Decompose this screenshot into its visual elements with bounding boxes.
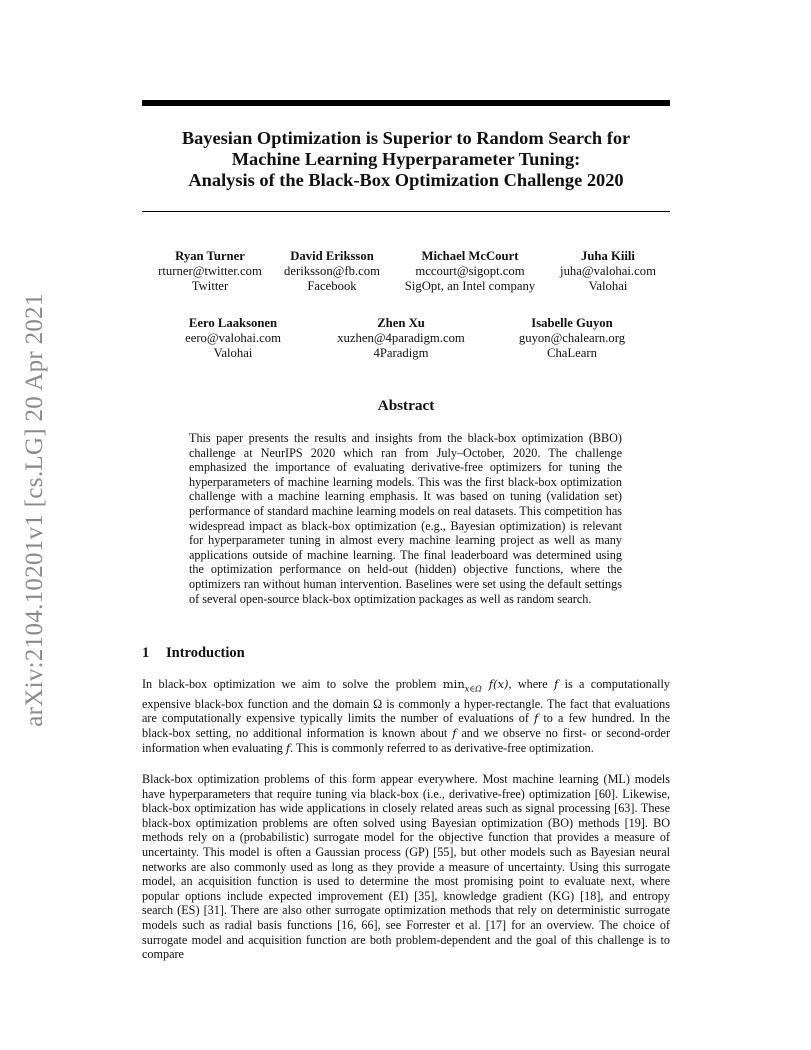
text-run: . This is commonly referred to as derivative-free optimization.: [290, 740, 594, 755]
author-block: [548, 249, 668, 294]
author-affiliation: Valohai: [588, 279, 628, 293]
text-run: In black-box optimization we aim to solve the problem: [142, 677, 443, 691]
author-block: [326, 316, 476, 361]
arxiv-id-text: arXiv:2104.10201v1 [cs.LG] 20 Apr 2021: [21, 293, 49, 727]
intro-paragraph-2: Black-box optimization problems of this form appear everywhere. Most machine learning (ML) models have hyperparameters that require tuning via black-box (i.e., derivative-free) optimization [60]. Likewise, black-box optimization has wide applications in closely related areas such as signal processing [63]. These black-box optimization problems are often solved using Bayesian optimization (BO) methods [19]. BO methods rely on a (probabilistic) surrogate model for the objective function that provides a measure of uncertainty. This model is often a Gaussian process (GP) [55], but other models such as Bayesian neural networks are also commonly used as long as they provide a measure of uncertainty. Using this surrogate model, an acquisition function is used to determine the most promising point to evaluate next, where popular options include expected improvement (EI) [35], knowledge gradient (KG) [18], and entropy search (ES) [31]. There are also other surrogate optimization methods that rely on deterministic surrogate models such as radial basis functions [16, 66], see Forrester et al. [17] for an overview. The choice of surrogate model and acquisition function are both problem-dependent and the goal of this challenge is to compare: [142, 772, 670, 962]
author-email: juha@valohai.com: [560, 264, 656, 278]
text-run: to a few hundred. In the black-box setting, no additional information is known about: [142, 711, 671, 741]
author-affiliation: SigOpt, an Intel company: [404, 279, 536, 293]
math-expression: [442, 677, 509, 694]
math-function: f(x): [481, 677, 509, 691]
arxiv-identifier: [12, 280, 58, 740]
author-name: Isabelle Guyon: [531, 316, 613, 330]
text-run: and we observe no first- or second-order information when evaluating: [142, 726, 671, 755]
author-affiliation: Facebook: [307, 279, 357, 293]
author-name: Eero Laaksonen: [188, 316, 278, 330]
author-email: xuzhen@4paradigm.com: [337, 331, 465, 345]
author-block: [394, 249, 546, 294]
text-run: , where: [508, 677, 554, 691]
section-heading: [142, 645, 245, 662]
author-email: rturner@twitter.com: [158, 264, 262, 278]
author-block: [508, 316, 636, 361]
author-block: [150, 249, 270, 294]
title-bottom-rule: [142, 211, 670, 212]
abstract-heading: Abstract: [377, 397, 435, 414]
abstract-text: This paper presents the results and insights from the black-box optimization (BBO) challenge at NeurIPS 2020 which ran from July–October, 2020. The challenge emphasized the importance of evaluating derivative-free optimizers for tuning the hyperparameters of machine learning models. This was the first black-box optimization challenge with a machine learning emphasis. It was based on tuning (validation set) performance of standard machine learning models on real datasets. This competition has widespread impact as black-box optimization (e.g., Bayesian optimization) is relevant for hyperparameter tuning in almost every machine learning project as well as many applications outside of machine learning. The final leaderboard was determined using the optimization performance on held-out (hidden) objective functions, where the optimizers ran without human intervention. Baselines were set using the default settings of several open-source black-box optimization packages as well as random search.: [189, 431, 622, 606]
math-subscript: x∈Ω: [464, 684, 482, 694]
author-block: [272, 249, 392, 294]
title-line-3: Analysis of the Black-Box Optimization Challenge 2020: [188, 170, 624, 190]
author-affiliation: 4Paradigm: [373, 346, 429, 360]
intro-paragraph-1: [142, 677, 670, 755]
title-top-rule: [142, 100, 670, 106]
paper-title: [142, 128, 670, 191]
author-name: David Eriksson: [290, 249, 374, 263]
section-number: 1: [142, 645, 150, 661]
author-name: Michael McCourt: [421, 249, 519, 263]
author-affiliation: Valohai: [213, 346, 253, 360]
title-line-2: Machine Learning Hyperparameter Tuning:: [231, 149, 581, 169]
author-email: mccourt@sigopt.com: [415, 264, 525, 278]
author-block: [173, 316, 293, 361]
author-affiliation: Twitter: [191, 279, 229, 293]
math-symbol: f: [553, 677, 559, 691]
author-name: Ryan Turner: [175, 249, 245, 263]
author-affiliation: ChaLearn: [546, 346, 598, 360]
author-email: deriksson@fb.com: [284, 264, 380, 278]
title-line-1: Bayesian Optimization is Superior to Random Search for: [181, 128, 631, 148]
author-name: Juha Kiili: [581, 249, 635, 263]
math-symbol: f: [285, 740, 291, 755]
author-name: Zhen Xu: [377, 316, 425, 330]
math-symbol: f: [452, 726, 457, 741]
math-operator: min: [442, 677, 465, 691]
author-email: guyon@chalearn.org: [518, 331, 626, 345]
text-run: is a computationally expensive black-box function and the domain Ω is commonly a hyper-rectangle. The fact that evaluations are computationally expensive typically limits the number of evaluations of: [142, 677, 671, 726]
math-symbol: f: [534, 711, 539, 726]
section-title: Introduction: [166, 645, 245, 661]
author-email: eero@valohai.com: [185, 331, 281, 345]
